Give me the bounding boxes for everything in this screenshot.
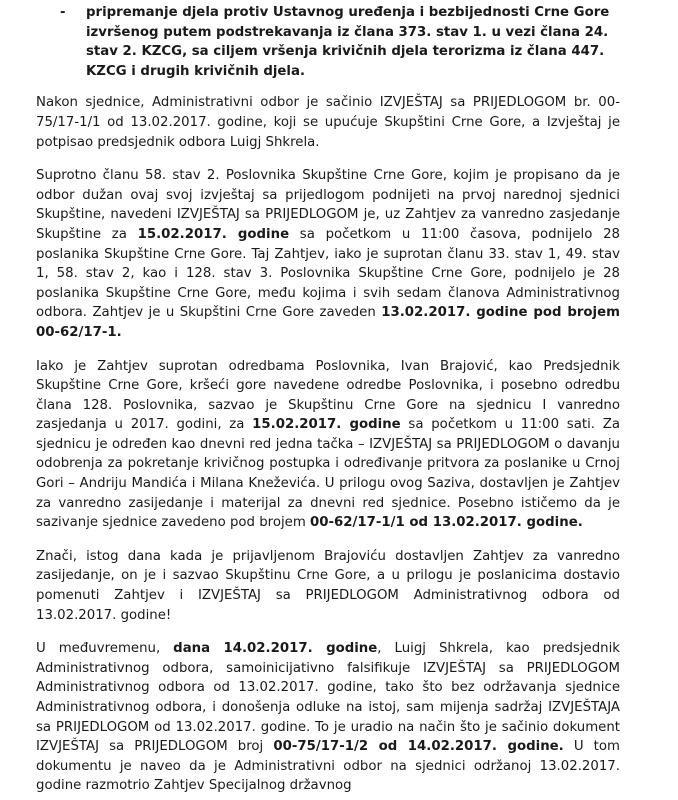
paragraph-2-text-c: sa početkom u 11:00 časova, podnijelo 28 poslanika Skupštine Crne Gore. Taj Zahtjev, iako je suprotan članu 33. stav 1, 49. stav 1, 58. stav 2, kao i 128. stav 3. Poslovnika Skupštine Crne Gore, podnijelo je 28 poslanika Skupštine Crne Gore, među kojima i svih sedam članova Administrativnog odbora. Zahtjev je u Skupštini Crne Gore zaveden [36, 226, 620, 321]
paragraph-3-text-a: Iako je Zahtjev suprotan odredbama Poslovnika, Ivan Brajović, kao Predsjednik Skupštine Crne Gore, kršeći gore navedene odredbe Poslovnika, i posebno odredbu člana 128. Poslovnika, sazvao je Skupštinu Crne Gore na sjednicu I vanredno zasjedanja u 2017. godini, za [36, 358, 620, 433]
paragraph-5-text-a: U međuvremenu, [36, 641, 174, 657]
paragraph-2-bold-date: 15.02.2017. godine [137, 226, 290, 242]
paragraph-5-text-c: , Luigj Shkrela, kao predsjednik Administrativnog odbora, samoinicijativno falsifikuje IZVJEŠTAJ sa PRIJEDLOGOM Administrativnog odbora od 13.02.2017. godine, tako što bez održavanja sjednice Administrativnog odbora, i donošenja odluke na istoj, sam mijenja sadržaj IZVJEŠTAJA sa PRIJEDLOGOM od 13.02.2017. godine. To je uradio na način što je sačinio dokument IZVJEŠTAJ sa PRIJEDLOGOM broj [36, 641, 620, 755]
paragraph-5-bold-date: dana 14.02.2017. godine [173, 641, 378, 657]
paragraph-3 [36, 357, 620, 533]
paragraph-3-text-c: sa početkom u 11:00 sati. Za sjednicu je određen kao dnevni red jedna tačka – IZVJEŠTAJ sa PRIJEDLOGOM o davanju odobrenja za pokretanje krivičnog postupka i određivanje pritvora za poslanike u Crnoj Gori – Andriju Mandića i Milana Kneževića. U prilogu ovog Saziva, dostavljen je Zahtjev za vanredno zasijedanje i materijal za dnevni red sjednice. Posebno ističemo da je sazivanje sjednice zavedeno pod brojem [36, 417, 620, 531]
paragraph-2-text-a: Suprotno članu 58. stav 2. Poslovnika Skupštine Crne Gore, kojim je propisano da je odbor dužan ovaj svoj izvještaj sa prijedlogom podnijeti na prvoj narednoj sjednici Skupštine, navedeni IZVJEŠTAJ sa PRIJEDLOGOM je, uz Zahtjev za vanredno zasjedanje Skupštine za [36, 168, 620, 242]
paragraph-5-text-d: U tom dokumentu je naveo da je Administrativni odbor na sjednici održanoj 13.02.2017. godine razmotrio Zahtjev Specijalnog državnog [36, 739, 620, 794]
paragraph-1: Nakon sjednice, Administrativni odbor je sačinio IZVJEŠTAJ sa PRIJEDLOGOM br. 00-75/17-1/1 od 13.02.2017. godine, koji se upućuje Skupštini Crne Gore, a Izvještaj je potpisao predsjednik odbora Luigj Shkrela. [36, 95, 620, 150]
paragraph-3-bold-ref: 00-62/17-1/1 od 13.02.2017. godine. [310, 515, 583, 531]
paragraph-2 [36, 166, 620, 342]
paragraph-5 [36, 639, 620, 796]
bullet-dash: - [60, 5, 66, 20]
paragraph-2-bold-ref: 13.02.2017. godine pod brojem 00-62/17-1. [36, 305, 620, 340]
paragraph-5-bold-ref: 00-75/17-1/2 od 14.02.2017. godine. [273, 739, 564, 755]
paragraph-3-bold-date: 15.02.2017. godine [252, 417, 401, 433]
paragraph-4: Znači, istog dana kada je prijavljenom Brajoviću dostavljen Zahtjev za vanredno zasijedanje, on je i sazvao Skupštinu Crne Gore, a u prilogu je poslanicima dostavio pomenuti Zahtjev i IZVJEŠTAJ sa PRIJEDLOGOM Administrativnog odbora od 13.02.2017. godine! [36, 548, 620, 623]
bullet-item [36, 3, 620, 81]
bullet-text: pripremanje djela protiv Ustavnog uređenja i bezbijednosti Crne Gore izvršenog putem podstrekavanja iz člana 373. stav 1. u vezi člana 24. stav 2. KZCG, sa ciljem vršenja krivičnih djela terorizma iz člana 447. KZCG i drugih krivičnih djela. [86, 5, 610, 79]
